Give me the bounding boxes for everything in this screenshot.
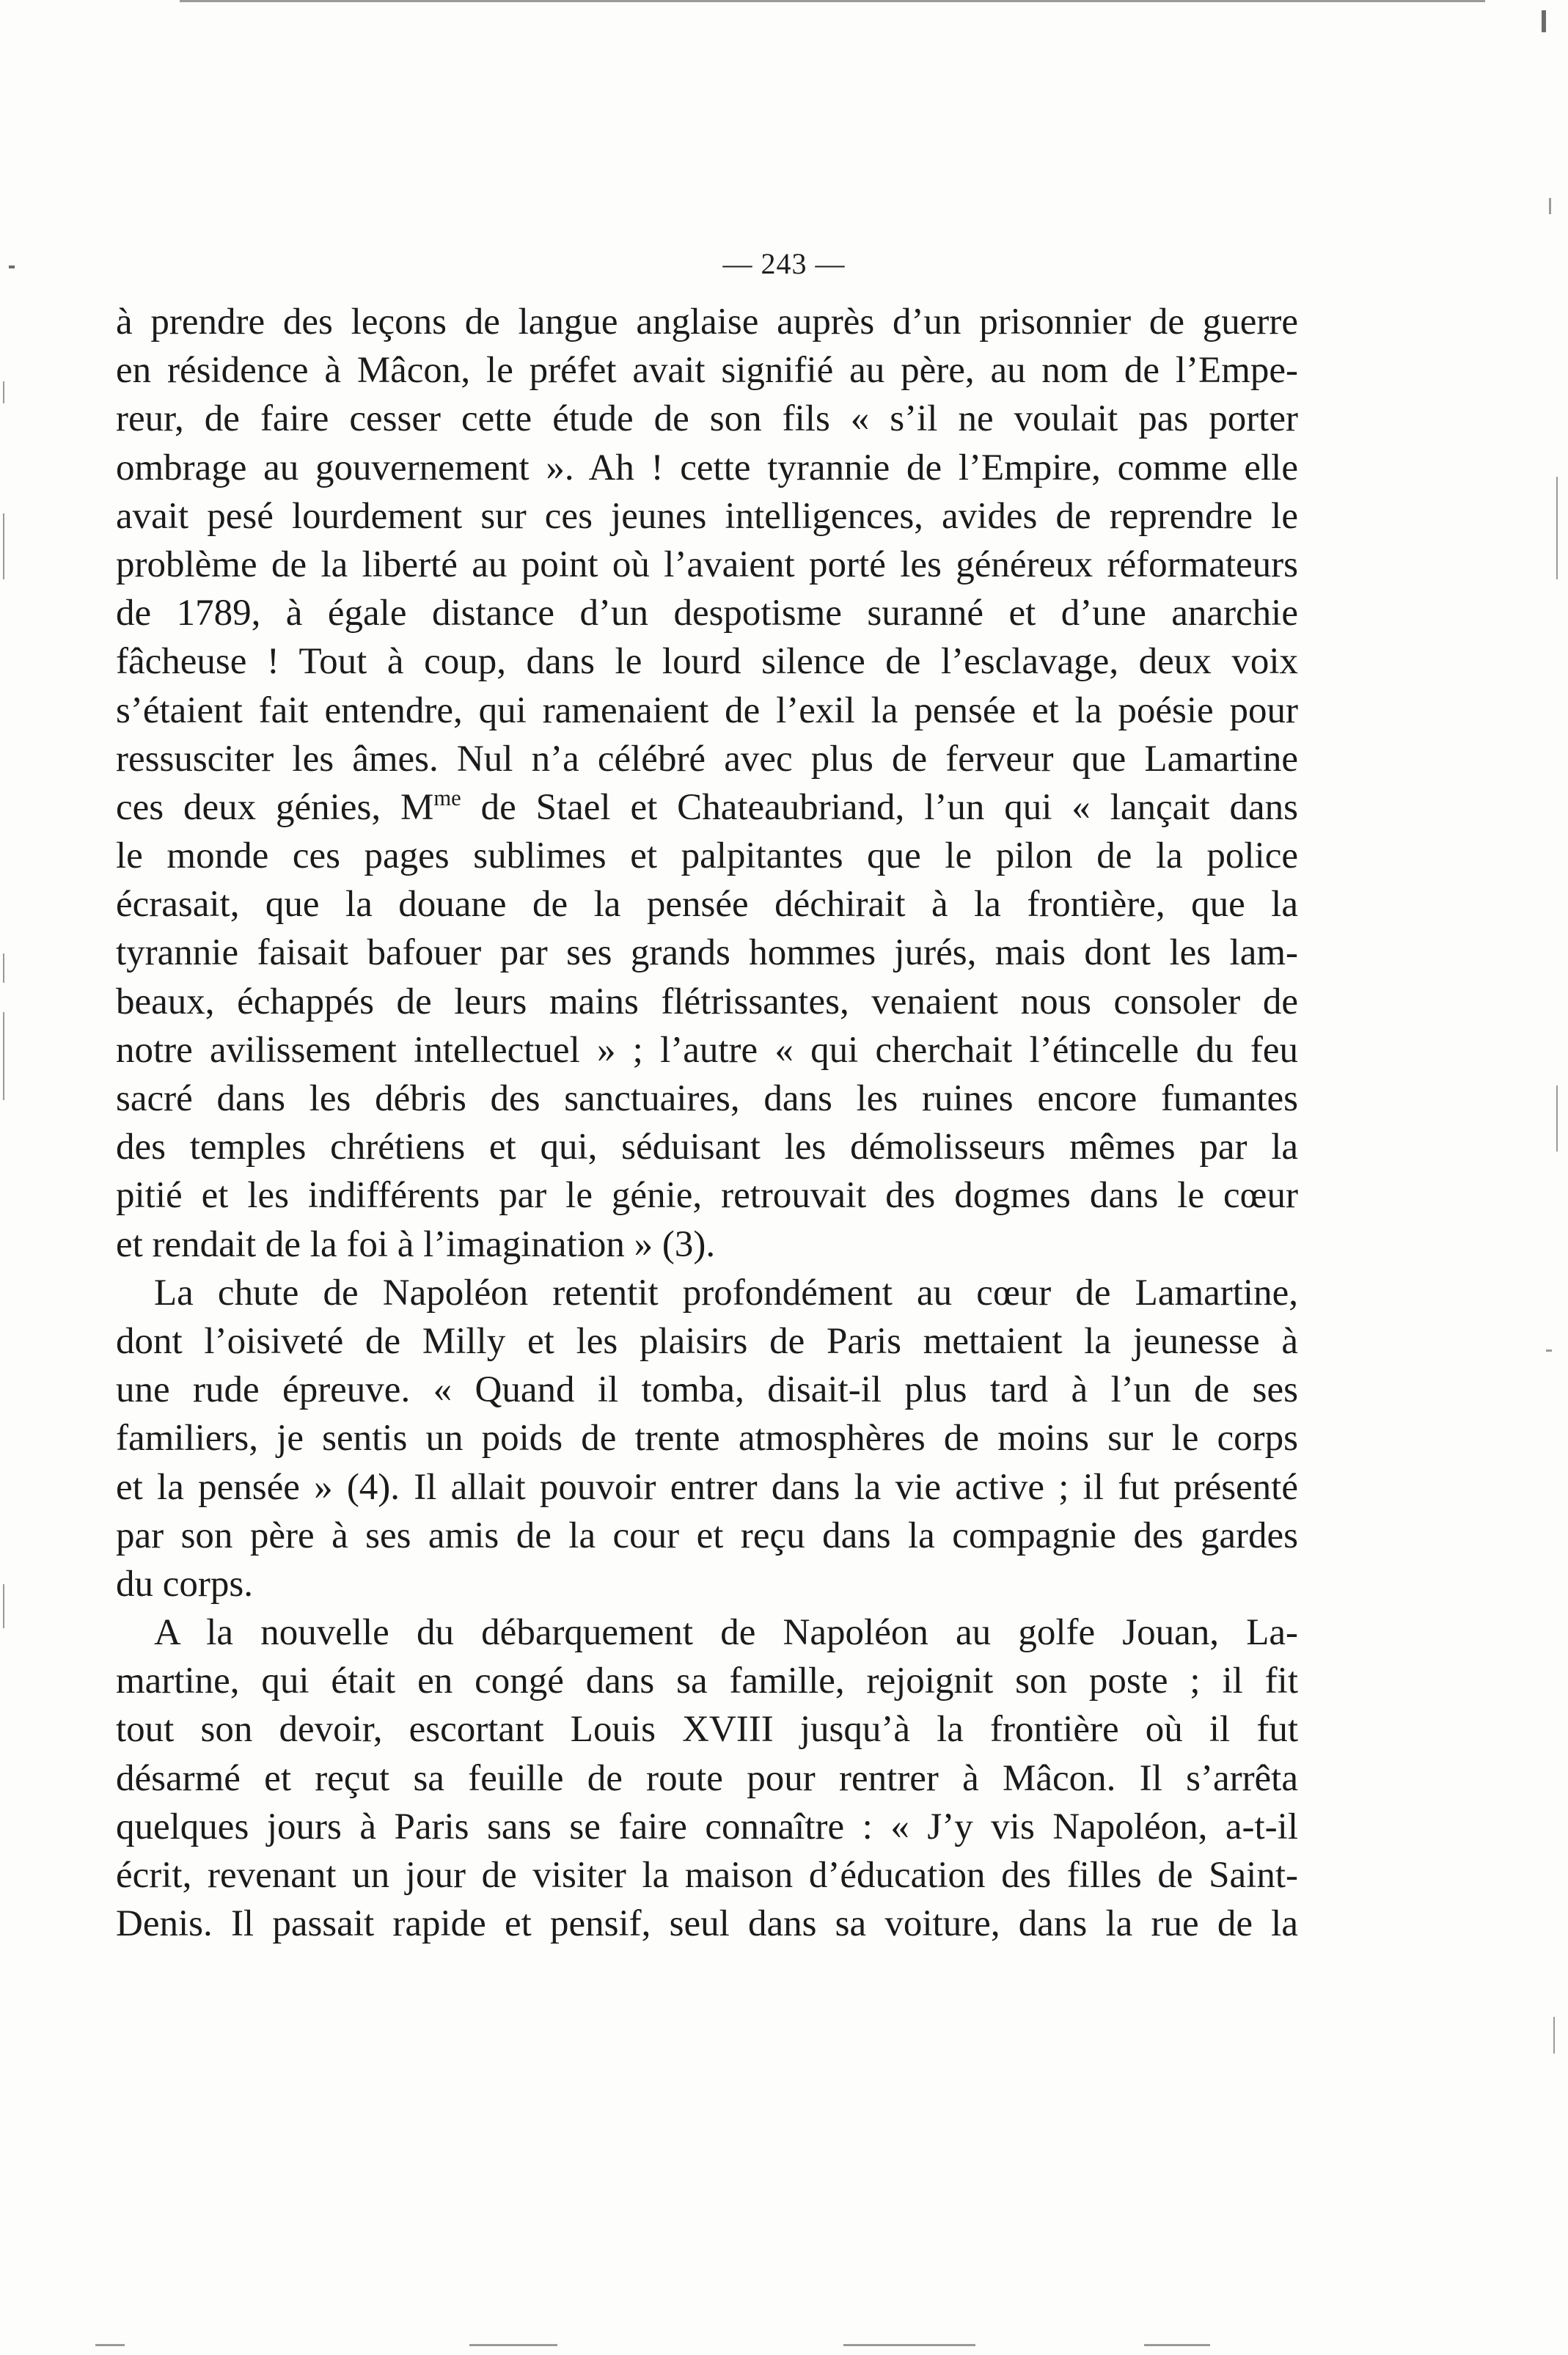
text-line: écrit, revenant un jour de visiter la maison d’éducation des filles de Saint- [116, 1855, 1298, 1896]
scan-edge-mark [1542, 10, 1546, 32]
scan-edge-mark [3, 1584, 4, 1628]
text-line: des temples chrétiens et qui, séduisant les démolisseurs mêmes par la [116, 1127, 1298, 1168]
text-line: avait pesé lourdement sur ces jeunes intelligences, avides de reprendre le [116, 495, 1298, 537]
text-line: en résidence à Mâcon, le préfet avait signifié au père, au nom de l’Empe- [116, 350, 1298, 392]
text-line: à prendre des leçons de langue anglaise auprès d’un prisonnier de guerre [116, 301, 1298, 343]
text-line: quelques jours à Paris sans se faire connaître : « J’y vis Napoléon, a-t-il [116, 1806, 1298, 1847]
text-line: le monde ces pages sublimes et palpitantes que le pilon de la police [116, 835, 1298, 877]
scan-edge-mark [3, 1012, 4, 1100]
scan-edge-mark [1549, 198, 1551, 214]
text-line: reur, de faire cesser cette étude de son fils « s’il ne voulait pas porter [116, 398, 1298, 440]
text-line: écrasait, que la douane de la pensée déchirait à la frontière, que la [116, 884, 1298, 926]
text-line: martine, qui était en congé dans sa famille, rejoignit son poste ; il fit [116, 1660, 1298, 1702]
scan-edge-mark [3, 953, 4, 983]
text-line: tyrannie faisait bafouer par ses grands hommes jurés, mais dont les lam- [116, 932, 1298, 974]
scan-edge-mark [1546, 1349, 1552, 1352]
text-line: de 1789, à égale distance d’un despotisme suranné et d’une anarchie [116, 593, 1298, 634]
scan-bottom-mark [95, 2344, 125, 2346]
text-line: fâcheuse ! Tout à coup, dans le lourd silence de l’esclavage, deux voix [116, 641, 1298, 683]
text-line: sacré dans les débris des sanctuaires, dans les ruines encore fumantes [116, 1078, 1298, 1119]
text-body [116, 298, 1298, 1948]
text-line-with-superscript: ces deux génies, $M^{me}$ de Stael et Chateaubriand, l’un qui « lançait dans [116, 785, 1298, 828]
text-line: une rude épreuve. « Quand il tomba, disait-il plus tard à l’un de ses [116, 1369, 1298, 1411]
scan-top-rule [180, 0, 1485, 2]
text-line: et la pensée » (4). Il allait pouvoir entrer dans la vie active ; il fut présenté [116, 1466, 1298, 1508]
text-line: pitié et les indifférents par le génie, retrouvait des dogmes dans le cœur [116, 1175, 1298, 1217]
page-number: — 243 — [722, 247, 846, 280]
scan-edge-mark [1553, 2017, 1555, 2054]
text-line: tout son devoir, escortant Louis XVIII jusqu’à la frontière où il fut [116, 1709, 1298, 1751]
text-line: notre avilissement intellectuel » ; l’autre « qui cherchait l’étincelle du feu [116, 1029, 1298, 1071]
text-line: du corps. [116, 1563, 253, 1605]
text-line: ombrage au gouvernement ». Ah ! cette tyrannie de l’Empire, comme elle [116, 447, 1298, 488]
text-line: par son père à ses amis de la cour et reçu dans la compagnie des gardes [116, 1515, 1298, 1556]
scan-edge-mark [1556, 477, 1558, 579]
superscript: me [433, 785, 461, 810]
scan-edge-mark [3, 513, 4, 579]
paragraph [116, 1269, 1298, 1608]
scan-bottom-mark [1144, 2344, 1210, 2346]
text-line: Denis. Il passait rapide et pensif, seul dans sa voiture, dans la rue de la [116, 1903, 1298, 1945]
text-line: s’étaient fait entendre, qui ramenaient de l’exil la pensée et la poésie pour [116, 689, 1298, 731]
text-line: désarmé et reçut sa feuille de route pour rentrer à Mâcon. Il s’arrêta [116, 1757, 1298, 1799]
text-line: beaux, échappés de leurs mains flétrissantes, venaient nous consoler de [116, 981, 1298, 1022]
text-line: La chute de Napoléon retentit profondément au cœur de Lamartine, [154, 1272, 1298, 1314]
scan-bottom-mark [469, 2344, 557, 2346]
paragraph [116, 1608, 1298, 1948]
text-line: problème de la liberté au point où l’avaient porté les généreux réformateurs [116, 543, 1298, 585]
text-line: et rendait de la foi à l’imagination » (3). [116, 1223, 716, 1265]
text-line: dont l’oisiveté de Milly et les plaisirs de Paris mettaient la jeunesse à [116, 1320, 1298, 1362]
text-line: A la nouvelle du débarquement de Napoléon au golfe Jouan, La- [154, 1612, 1298, 1654]
scan-edge-mark [1556, 1085, 1558, 1151]
scan-bottom-mark [843, 2344, 975, 2346]
scan-edge-mark [3, 381, 4, 403]
text-line: familiers, je sentis un poids de trente atmosphères de moins sur le corps [116, 1418, 1298, 1459]
text-line: ressusciter les âmes. Nul n’a célébré avec plus de ferveur que Lamartine [116, 738, 1298, 780]
paragraph [116, 298, 1298, 1269]
